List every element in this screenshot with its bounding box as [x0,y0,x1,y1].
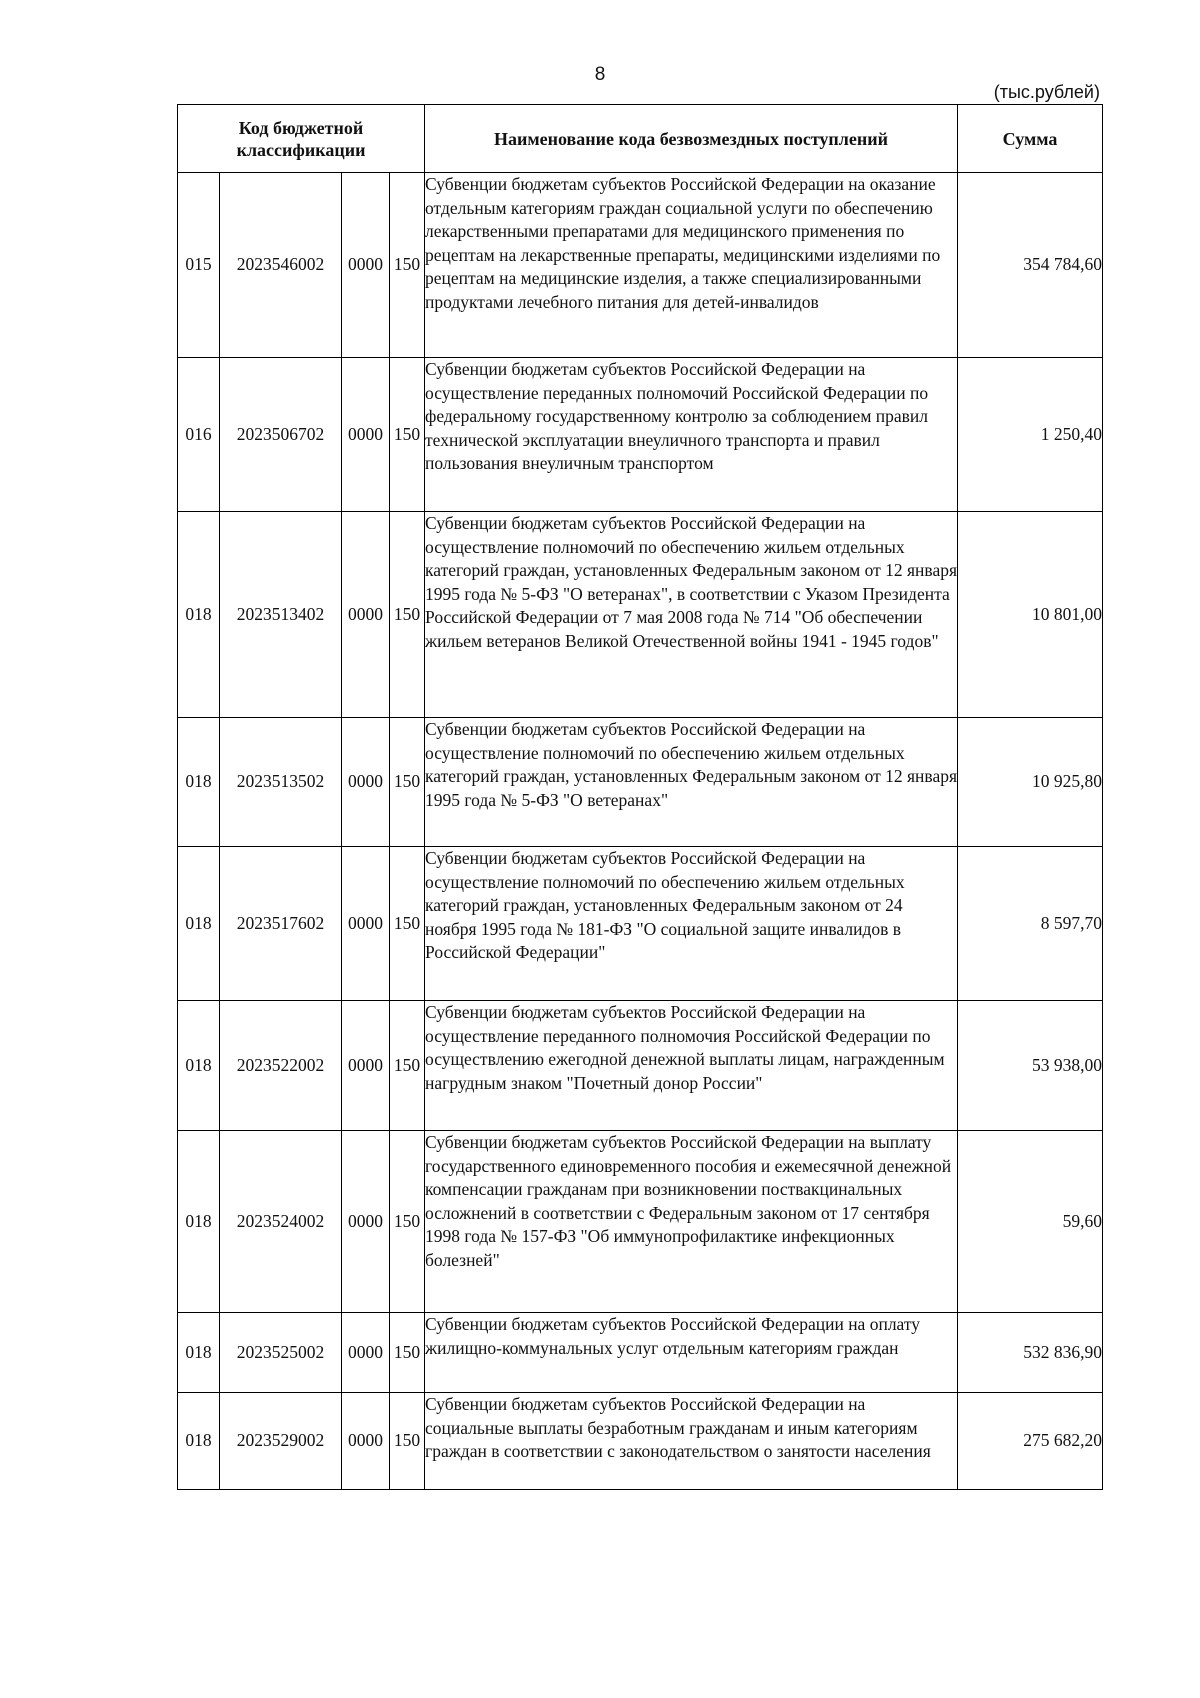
kosgu-cell: 150 [390,358,425,512]
budget-code-cell: 2023524002 [220,1131,342,1313]
subcode-cell: 0000 [342,1393,390,1490]
kosgu-cell: 150 [390,1313,425,1393]
table-row [178,1001,1103,1131]
revenue-name-cell: Субвенции бюджетам субъектов Российской Федерации на осуществление полномочий по обеспечению жильем отдельных категорий граждан, установленных Федеральным законом от 24 ноября 1995 года № 181-ФЗ "О социальной защите инвалидов в Российской Федерации" [425,847,958,1001]
revenue-name-cell: Субвенции бюджетам субъектов Российской Федерации на осуществление полномочий по обеспечению жильем отдельных категорий граждан, установленных Федеральным законом от 12 января 1995 года № 5-ФЗ "О ветеранах" [425,718,958,847]
table-header-row [178,105,1103,173]
subcode-cell: 0000 [342,512,390,718]
amount-cell: 53 938,00 [958,1001,1103,1131]
admin-code-cell: 015 [178,173,220,358]
kosgu-cell: 150 [390,1001,425,1131]
revenue-name-cell: Субвенции бюджетам субъектов Российской Федерации на оплату жилищно-коммунальных услуг отдельным категориям граждан [425,1313,958,1393]
table-row [178,1313,1103,1393]
amount-cell: 354 784,60 [958,173,1103,358]
revenue-name-cell: Субвенции бюджетам субъектов Российской Федерации на осуществление переданных полномочий Российской Федерации по федеральному государственному контролю за соблюдением правил технической эксплуатации внеуличного транспорта и правил пользования внеуличным транспортом [425,358,958,512]
amount-cell: 59,60 [958,1131,1103,1313]
admin-code-cell: 018 [178,1131,220,1313]
amount-cell: 532 836,90 [958,1313,1103,1393]
subcode-cell: 0000 [342,847,390,1001]
revenue-name-cell: Субвенции бюджетам субъектов Российской Федерации на осуществление переданного полномочия Российской Федерации по осуществлению ежегодной денежной выплаты лицам, награжденным нагрудным знаком "Почетный донор России" [425,1001,958,1131]
budget-code-cell: 2023513402 [220,512,342,718]
revenue-name-cell: Субвенции бюджетам субъектов Российской Федерации на выплату государственного единовременного пособия и ежемесячной денежной компенсации гражданам при возникновении поствакцинальных осложнений в соответствии с Федеральным законом от 17 сентября 1998 года № 157-ФЗ "Об иммунопрофилактике инфекционных болезней" [425,1131,958,1313]
units-label: (тыс.рублей) [993,82,1100,102]
subcode-cell: 0000 [342,1313,390,1393]
budget-code-cell: 2023546002 [220,173,342,358]
kosgu-cell: 150 [390,173,425,358]
subcode-cell: 0000 [342,1131,390,1313]
table-row [178,1393,1103,1490]
subcode-cell: 0000 [342,1001,390,1131]
budget-code-cell: 2023525002 [220,1313,342,1393]
budget-code-cell: 2023522002 [220,1001,342,1131]
amount-cell: 10 801,00 [958,512,1103,718]
kosgu-cell: 150 [390,512,425,718]
revenue-name-cell: Субвенции бюджетам субъектов Российской Федерации на оказание отдельным категориям граждан социальной услуги по обеспечению лекарственными препаратами для медицинского применения по рецептам на лекарственные препараты, медицинскими изделиями по рецептам на медицинские изделия, а также специализированными продуктами лечебного питания для детей-инвалидов [425,173,958,358]
revenue-name-cell: Субвенции бюджетам субъектов Российской Федерации на социальные выплаты безработным гражданам и иным категориям граждан в соответствии с законодательством о занятости населения [425,1393,958,1490]
amount-cell: 10 925,80 [958,718,1103,847]
subcode-cell: 0000 [342,173,390,358]
budget-code-cell: 2023506702 [220,358,342,512]
admin-code-cell: 018 [178,512,220,718]
budget-table [177,104,1103,1490]
kosgu-cell: 150 [390,847,425,1001]
table-row [178,173,1103,358]
admin-code-cell: 018 [178,1001,220,1131]
budget-code-cell: 2023513502 [220,718,342,847]
amount-cell: 8 597,70 [958,847,1103,1001]
budget-code-cell: 2023529002 [220,1393,342,1490]
budget-code-cell: 2023517602 [220,847,342,1001]
table-row [178,1131,1103,1313]
revenue-name-cell: Субвенции бюджетам субъектов Российской Федерации на осуществление полномочий по обеспечению жильем отдельных категорий граждан, установленных Федеральным законом от 12 января 1995 года № 5-ФЗ "О ветеранах", в соответствии с Указом Президента Российской Федерации от 7 мая 2008 года № 714 "Об обеспечении жильем ветеранов Великой Отечественной войны 1941 - 1945 годов" [425,512,958,718]
header-code: Код бюджетной классификации [178,105,425,173]
admin-code-cell: 018 [178,1393,220,1490]
admin-code-cell: 018 [178,718,220,847]
subcode-cell: 0000 [342,358,390,512]
table-body [178,173,1103,1490]
admin-code-cell: 018 [178,847,220,1001]
admin-code-cell: 016 [178,358,220,512]
subcode-cell: 0000 [342,718,390,847]
amount-cell: 275 682,20 [958,1393,1103,1490]
amount-cell: 1 250,40 [958,358,1103,512]
table-row [178,847,1103,1001]
header-name: Наименование кода безвозмездных поступлений [425,105,958,173]
kosgu-cell: 150 [390,1393,425,1490]
kosgu-cell: 150 [390,1131,425,1313]
table-row [178,512,1103,718]
kosgu-cell: 150 [390,718,425,847]
header-sum: Сумма [958,105,1103,173]
table-row [178,358,1103,512]
admin-code-cell: 018 [178,1313,220,1393]
table-row [178,718,1103,847]
page-number: 8 [594,64,606,85]
